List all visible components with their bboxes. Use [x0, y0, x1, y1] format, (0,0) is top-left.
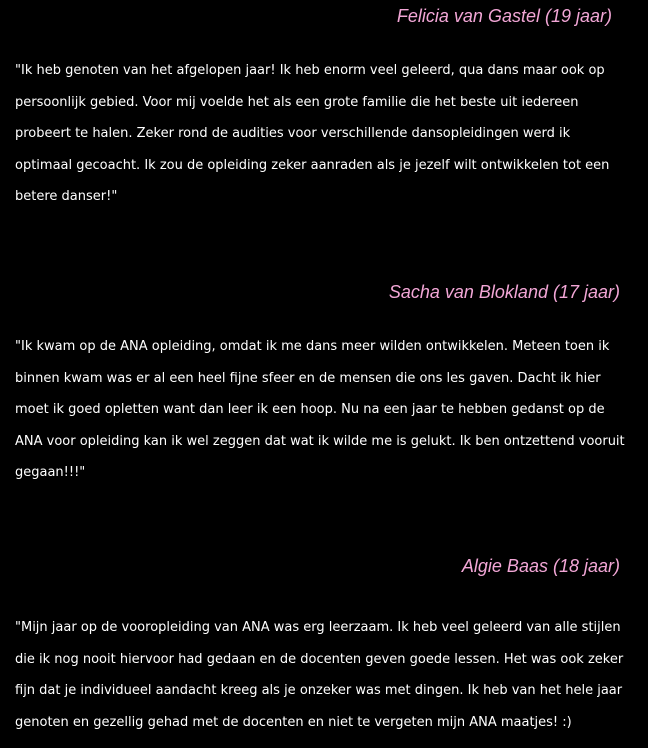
quote-line: "Ik heb genoten van het afgelopen jaar! Ik heb enorm veel geleerd, qua dans maar ook op: [15, 63, 605, 78]
quote-line: optimaal gecoacht. Ik zou de opleiding zeker aanraden als je jezelf wilt ontwikkelen tot een: [15, 157, 610, 173]
quote-line: fijn dat je individueel aandacht kreeg als je onzeker was met dingen. Ik heb van het hele jaar: [15, 683, 623, 698]
quote-line: genoten en gezellig gehad met de docenten en niet te vergeten mijn ANA maatjes! :): [15, 714, 572, 730]
testimonial-author-name: Algie Baas (18 jaar): [461, 556, 620, 576]
quote-line: binnen kwam was er al een heel fijne sfeer en de mensen die ons les gaven. Dacht ik hier: [15, 370, 601, 386]
quote-line: ANA voor opleiding kan ik wel zeggen dat wat ik wilde me is gelukt. Ik ben ontzettend vooruit: [15, 433, 625, 449]
quote-line: "Ik kwam op de ANA opleiding, omdat ik me dans meer wilden ontwikkelen. Meteen toen ik: [15, 339, 610, 354]
quote-line: die ik nog nooit hiervoor had gedaan en de docenten geven goede lessen. Het was ook zeker: [15, 651, 624, 667]
quote-line: gegaan!!!": [15, 465, 86, 480]
quote-line: "Mijn jaar op de vooropleiding van ANA was erg leerzaam. Ik heb veel geleerd van alle stijlen: [15, 620, 621, 635]
quote-line: persoonlijk gebied. Voor mij voelde het als een grote familie die het beste uit iedereen: [15, 94, 579, 110]
testimonial-author-name: Sacha van Blokland (17 jaar): [388, 282, 620, 302]
testimonial-quote: [15, 612, 640, 738]
quote-line: moet ik goed opletten want dan leer ik een hoop. Nu na een jaar te hebben gedanst op de: [15, 402, 605, 417]
testimonial-author-name: Felicia van Gastel (19 jaar): [396, 6, 612, 26]
testimonial-quote: [15, 331, 640, 489]
quote-line: probeert te halen. Zeker rond de audities voor verschillende dansopleidingen werd ik: [15, 126, 571, 141]
testimonial-quote: [15, 55, 640, 213]
quote-line: betere danser!": [15, 189, 118, 204]
